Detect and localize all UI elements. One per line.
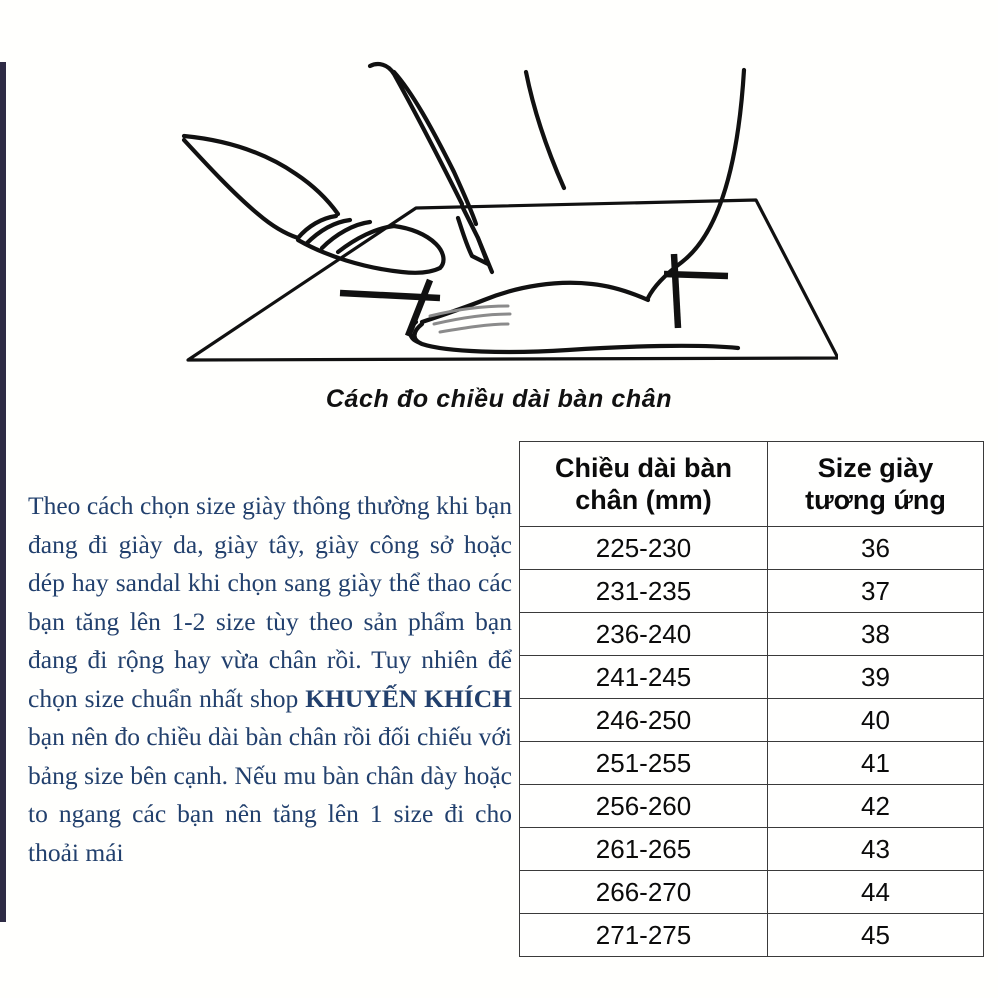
table-row <box>520 828 984 871</box>
table-row <box>520 570 984 613</box>
foot-measuring-diagram <box>178 48 838 388</box>
column-header-shoe-size <box>768 442 984 527</box>
heel-contour <box>738 344 810 348</box>
table-row <box>520 914 984 957</box>
hand-thumb-edge <box>184 140 298 238</box>
cell-foot-length: 231-235 <box>520 570 768 613</box>
cell-shoe-size: 42 <box>768 785 984 828</box>
cell-shoe-size: 38 <box>768 613 984 656</box>
left-accent-bar <box>0 62 6 922</box>
cell-shoe-size: 45 <box>768 914 984 957</box>
size-table-body <box>520 527 984 957</box>
table-row <box>520 871 984 914</box>
index-finger <box>394 226 443 268</box>
hand-lower-contour <box>298 240 440 273</box>
cell-shoe-size: 37 <box>768 570 984 613</box>
cell-shoe-size: 44 <box>768 871 984 914</box>
leg-back-contour <box>648 70 744 298</box>
toe-crease-3 <box>440 324 508 332</box>
table-row <box>520 742 984 785</box>
size-advice-paragraph <box>28 487 512 872</box>
column-header-foot-length-line1: Chiều dài bàn <box>554 453 733 483</box>
column-header-shoe-size-line1: Size giày <box>817 453 934 483</box>
cell-shoe-size: 40 <box>768 699 984 742</box>
table-row <box>520 785 984 828</box>
cell-shoe-size: 43 <box>768 828 984 871</box>
cell-foot-length: 236-240 <box>520 613 768 656</box>
advice-text-part-1: Theo cách chọn size giày thông thường khi bạn đang đi giày da, giày tây, giày công sở hoặc dép hay sandal khi chọn sang giày thể thao các bạn tăng lên 1-2 size tùy theo sản phẩm bạn đang đi rộng hay vừa chân rồi. Tuy nhiên để chọn size chuẩn nhất shop <box>28 491 512 713</box>
hand-back-edge <box>184 136 338 214</box>
foot-measuring-illustration-svg <box>178 48 838 388</box>
leg-front-contour <box>526 72 564 188</box>
column-header-foot-length <box>520 442 768 527</box>
column-header-shoe-size-line2: tương ứng <box>805 485 946 515</box>
cell-foot-length: 246-250 <box>520 699 768 742</box>
cell-foot-length: 251-255 <box>520 742 768 785</box>
table-row <box>520 613 984 656</box>
table-row <box>520 527 984 570</box>
pen-nib <box>478 238 492 272</box>
size-conversion-table <box>519 441 984 957</box>
table-header-row <box>520 442 984 527</box>
heel-mark-vertical <box>674 254 678 328</box>
cell-foot-length: 256-260 <box>520 785 768 828</box>
advice-emphasis: KHUYẾN KHÍCH <box>305 683 512 713</box>
foot-top-contour <box>422 283 648 322</box>
cell-shoe-size: 39 <box>768 656 984 699</box>
cell-shoe-size: 41 <box>768 742 984 785</box>
cell-foot-length: 266-270 <box>520 871 768 914</box>
cell-foot-length: 261-265 <box>520 828 768 871</box>
table-row <box>520 699 984 742</box>
table-row <box>520 656 984 699</box>
cell-foot-length: 225-230 <box>520 527 768 570</box>
illustration-caption: Cách đo chiều dài bàn chân <box>325 385 673 413</box>
cell-foot-length: 241-245 <box>520 656 768 699</box>
column-header-foot-length-line2: chân (mm) <box>575 485 712 515</box>
advice-text-part-2: bạn nên đo chiều dài bàn chân rồi đối chiếu với bảng size bên cạnh. Nếu mu bàn chân dày hoặc to ngang các bạn nên tăng lên 1 size đi cho thoải mái <box>28 722 512 867</box>
cell-foot-length: 271-275 <box>520 914 768 957</box>
cell-shoe-size: 36 <box>768 527 984 570</box>
paper-sheet-outline <box>188 200 838 360</box>
pen-left-edge <box>370 64 462 204</box>
